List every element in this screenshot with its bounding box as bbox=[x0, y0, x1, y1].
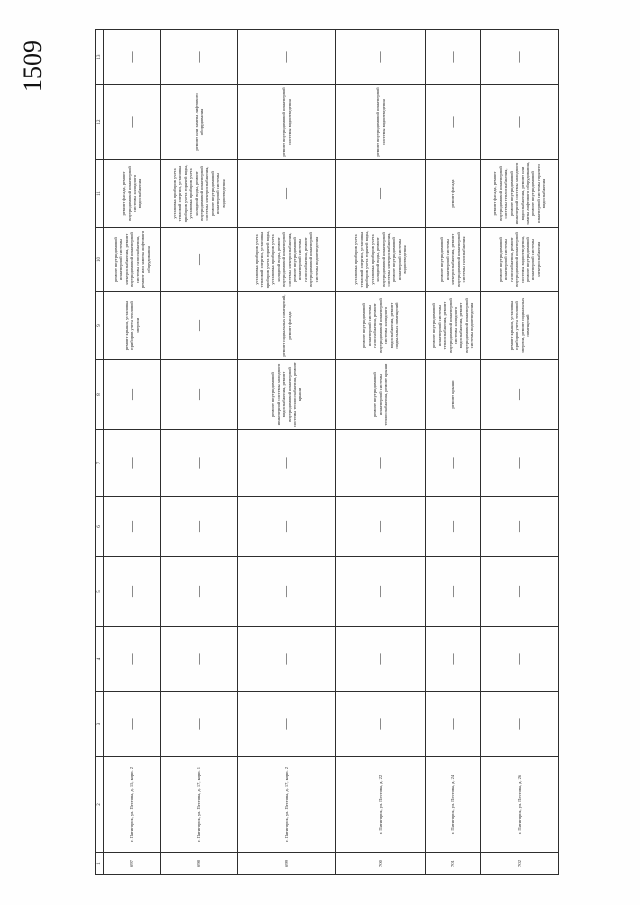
work-cell: — bbox=[481, 556, 559, 626]
work-cell: ремонт внутридомовой инженерной системы электроснабжения, ремонт внутридомовой инженерной системы газоснабжения, ремонт или замена лифтового оборудования bbox=[104, 227, 161, 291]
row-number: 699 bbox=[238, 852, 336, 874]
work-cell: — bbox=[426, 556, 481, 626]
work-cell: ремонт крыши bbox=[426, 359, 481, 429]
work-cell: ремонт крыши, установка приборов учета тепловой энергии bbox=[104, 291, 161, 359]
work-cell: — bbox=[426, 84, 481, 159]
work-cell: — bbox=[426, 691, 481, 756]
column-number: 1 bbox=[96, 852, 104, 874]
work-cell: — bbox=[161, 556, 238, 626]
address-cell: г. Пятигорск, ул. Пестова, д. 24 bbox=[426, 756, 481, 852]
work-cell: — bbox=[104, 84, 161, 159]
work-cell: — bbox=[336, 691, 426, 756]
work-cell: — bbox=[238, 496, 336, 556]
work-cell: — bbox=[161, 496, 238, 556]
column-number: 3 bbox=[96, 691, 104, 756]
column-number: 11 bbox=[96, 159, 104, 227]
work-cell: — bbox=[238, 429, 336, 496]
work-cell: установка приборов учета тепловой энергии, установка приборов учета горячей воды, установка приборов учета холодной воды, ремонт внутридомовой инженерной системы электроснабжения, ремонт внутридомовой инженерной системы водоотведения bbox=[161, 159, 238, 227]
work-cell: ремонт крыши, установка приборов учета тепловой энергии, ремонт подвальных помещений bbox=[481, 291, 559, 359]
work-cell: — bbox=[104, 496, 161, 556]
address-cell: г. Пятигорск, ул. Пестова, д. 26 bbox=[481, 756, 559, 852]
work-cell: ремонт фасада bbox=[426, 159, 481, 227]
column-number: 12 bbox=[96, 84, 104, 159]
work-cell: — bbox=[238, 159, 336, 227]
page-number: 1509 bbox=[18, 40, 47, 92]
work-cell: ремонт внутридомовой инженерной системы теплоснабжения, ремонт внутридомовой инженерной системы холодного водоснабжения, ремонт внутридомовой инженерной системы водоотведения bbox=[426, 291, 481, 359]
work-cell: — bbox=[238, 691, 336, 756]
work-cell: — bbox=[104, 359, 161, 429]
work-cell: — bbox=[426, 29, 481, 84]
address-cell: г. Пятигорск, ул. Пестова, д. 15, корп. 2 bbox=[104, 756, 161, 852]
column-number: 10 bbox=[96, 227, 104, 291]
row-number: 701 bbox=[426, 852, 481, 874]
table-grid bbox=[95, 29, 559, 875]
column-number: 7 bbox=[96, 429, 104, 496]
work-cell: — bbox=[104, 429, 161, 496]
work-cell: — bbox=[104, 626, 161, 691]
column-number: 5 bbox=[96, 556, 104, 626]
column-number: 4 bbox=[96, 626, 104, 691]
work-cell: — bbox=[426, 626, 481, 691]
work-cell: — bbox=[336, 159, 426, 227]
repair-schedule-table bbox=[95, 29, 559, 875]
work-cell: ремонт внутридомовой инженерной системы электроснабжения, ремонт внутридомовой инженерной системы газоснабжения bbox=[426, 227, 481, 291]
work-cell: ремонт внутридомовой инженерной системы водоотведения bbox=[238, 84, 336, 159]
work-cell: — bbox=[426, 429, 481, 496]
work-cell: — bbox=[161, 291, 238, 359]
work-cell: — bbox=[161, 359, 238, 429]
work-cell: ремонт внутридомовой инженерной системы теплоснабжения, ремонт крыши bbox=[336, 359, 426, 429]
work-cell: — bbox=[481, 496, 559, 556]
work-cell: ремонт внутридомовой инженерной системы водоотведения bbox=[336, 84, 426, 159]
work-cell: — bbox=[481, 29, 559, 84]
column-number: 9 bbox=[96, 291, 104, 359]
work-cell: — bbox=[161, 626, 238, 691]
work-cell: — bbox=[336, 556, 426, 626]
work-cell: — bbox=[161, 691, 238, 756]
work-cell: — bbox=[161, 227, 238, 291]
row-number: 700 bbox=[336, 852, 426, 874]
row-number: 697 bbox=[104, 852, 161, 874]
work-cell: — bbox=[104, 556, 161, 626]
address-cell: г. Пятигорск, ул. Пестова, д. 17, корп. 2 bbox=[238, 756, 336, 852]
work-cell: установка приборов учета тепловой энергии, установка приборов учета горячей воды, установка приборов учета холодной воды, ремонт внутридомовой инженерной системы электроснабжения, ремонт внутридомовой инженерной системы водоотведения bbox=[336, 227, 426, 291]
work-cell: — bbox=[426, 496, 481, 556]
work-cell: — bbox=[481, 359, 559, 429]
work-cell: — bbox=[161, 429, 238, 496]
work-cell: — bbox=[336, 29, 426, 84]
work-cell: — bbox=[481, 626, 559, 691]
work-cell: — bbox=[481, 429, 559, 496]
work-cell: — bbox=[104, 691, 161, 756]
column-number: 6 bbox=[96, 496, 104, 556]
work-cell: — bbox=[161, 29, 238, 84]
column-number: 2 bbox=[96, 756, 104, 852]
work-cell: ремонт внутридомовой инженерной системы газоснабжения, ремонт внутридомовой инженерной системы холодного водоснабжения, ремонт подвальных помещений bbox=[336, 291, 426, 359]
work-cell: ремонт фасада, ремонт внутридомовой инженерной системы холодного водоснабжения bbox=[104, 159, 161, 227]
address-cell: г. Пятигорск, ул. Пестова, д. 22 bbox=[336, 756, 426, 852]
work-cell: — bbox=[238, 29, 336, 84]
work-cell: ремонт подвальных помещений, ремонт фасада bbox=[238, 291, 336, 359]
work-cell: — bbox=[336, 496, 426, 556]
column-number: 8 bbox=[96, 359, 104, 429]
work-cell: — bbox=[104, 29, 161, 84]
work-cell: ремонт внутридомовой инженерной системы холодного водоснабжения, ремонт внутридомовой инженерной системы теплоснабжения, ремонт крыши bbox=[238, 359, 336, 429]
work-cell: установка приборов учета тепловой энергии, установка приборов учета горячей воды, установка приборов учета холодной воды, ремонт внутридомовой инженерной системы электроснабжения, ремонт внутридомовой инженерной системы газоснабжения, ремонт внутридомовой инженерной системы водоотведения bbox=[238, 227, 336, 291]
work-cell: ремонт или замена лифтового оборудования bbox=[161, 84, 238, 159]
column-number: 13 bbox=[96, 29, 104, 84]
work-cell: ремонт фасада, ремонт внутридомовой инженерной системы теплоснабжения, ремонт внутридомовой инженерной системы холодного водоснабжения, ремонт или замена лифтового оборудования, ремонт внутридомовой инженерной системы горячего водоснабжения bbox=[481, 159, 559, 227]
work-cell: — bbox=[336, 429, 426, 496]
work-cell: — bbox=[238, 556, 336, 626]
work-cell: — bbox=[238, 626, 336, 691]
work-cell: — bbox=[336, 626, 426, 691]
address-cell: г. Пятигорск, ул. Пестова, д. 17, корп. 1 bbox=[161, 756, 238, 852]
work-cell: ремонт внутридомовой инженерной системы газоснабжения, ремонт внутридомовой инженерной системы водоотведения, ремонт внутридомовой инженерной системы электроснабжения bbox=[481, 227, 559, 291]
row-number: 698 bbox=[161, 852, 238, 874]
work-cell: — bbox=[481, 84, 559, 159]
work-cell: — bbox=[481, 691, 559, 756]
row-number: 702 bbox=[481, 852, 559, 874]
